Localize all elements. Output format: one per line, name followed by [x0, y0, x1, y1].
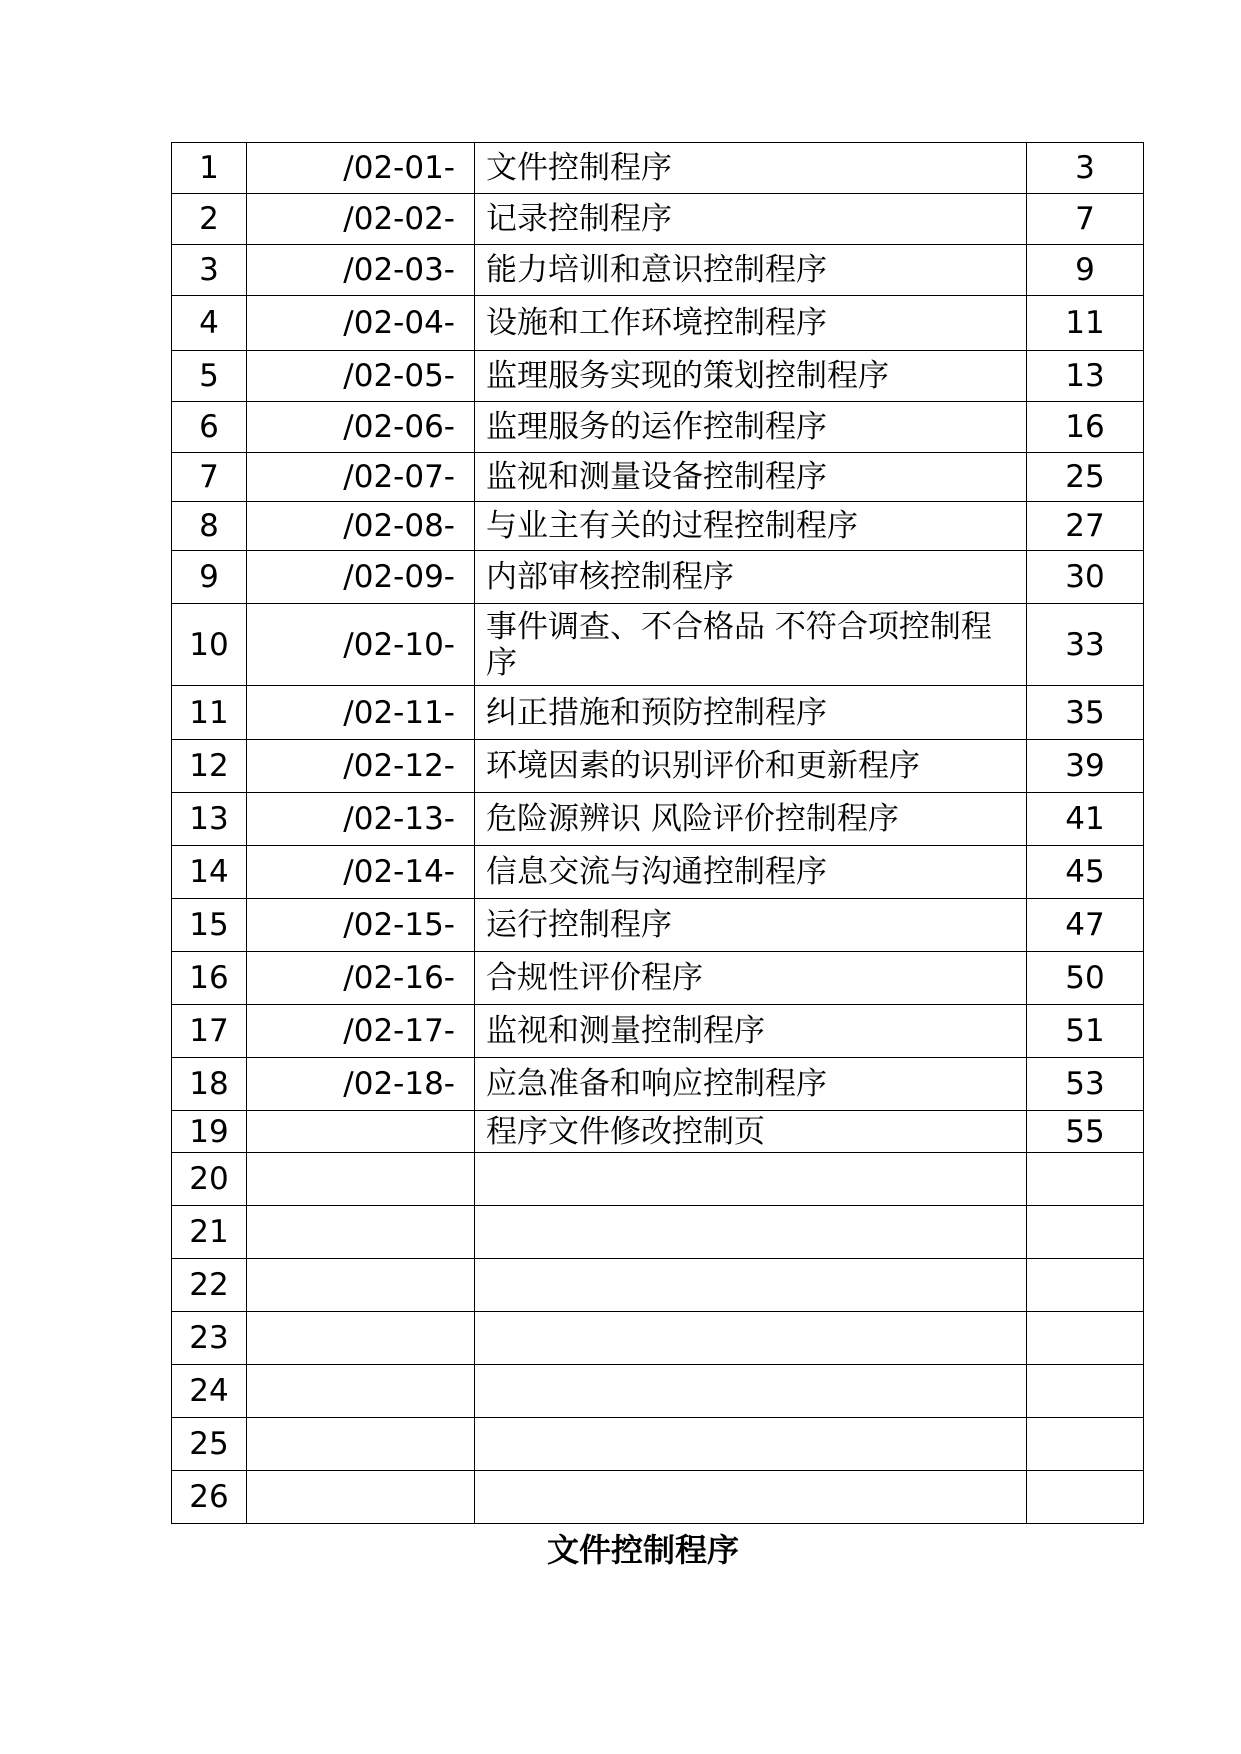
toc-row-code: /02-10- [247, 604, 475, 686]
toc-row-page [1027, 1418, 1144, 1471]
toc-row-code: /02-03- [247, 245, 475, 296]
toc-row-code [247, 1111, 475, 1153]
toc-row-title: 记录控制程序 [475, 194, 1027, 245]
toc-row-title [475, 1153, 1027, 1206]
toc-row-title: 监理服务的运作控制程序 [475, 402, 1027, 453]
toc-row-page [1027, 1471, 1144, 1524]
toc-row [172, 194, 1144, 245]
toc-row-page [1027, 1259, 1144, 1312]
toc-row [172, 143, 1144, 194]
toc-row [172, 402, 1144, 453]
toc-row-number: 21 [172, 1206, 247, 1259]
toc-row-title: 合规性评价程序 [475, 952, 1027, 1005]
toc-row [172, 793, 1144, 846]
toc-row-number: 12 [172, 740, 247, 793]
toc-row-number: 16 [172, 952, 247, 1005]
toc-row-number: 8 [172, 502, 247, 551]
toc-row-page: 53 [1027, 1058, 1144, 1111]
toc-row-code [247, 1153, 475, 1206]
toc-row-page: 16 [1027, 402, 1144, 453]
section-title: 文件控制程序 [546, 1531, 739, 1569]
toc-row-title: 监视和测量控制程序 [475, 1005, 1027, 1058]
toc-row-code: /02-06- [247, 402, 475, 453]
toc-row-number: 17 [172, 1005, 247, 1058]
toc-row-number: 3 [172, 245, 247, 296]
toc-row-number: 26 [172, 1471, 247, 1524]
toc-row [172, 1206, 1144, 1259]
toc-row-number: 10 [172, 604, 247, 686]
toc-row [172, 1471, 1144, 1524]
toc-row-code: /02-17- [247, 1005, 475, 1058]
toc-row-code: /02-07- [247, 453, 475, 502]
toc-row-page: 41 [1027, 793, 1144, 846]
toc-row-page: 50 [1027, 952, 1144, 1005]
toc-body [172, 143, 1144, 1524]
toc-row [172, 1365, 1144, 1418]
toc-row-page [1027, 1153, 1144, 1206]
toc-row-number: 5 [172, 351, 247, 402]
toc-row [172, 1005, 1144, 1058]
toc-row-title: 纠正措施和预防控制程序 [475, 686, 1027, 740]
toc-row [172, 551, 1144, 604]
toc-row-code: /02-02- [247, 194, 475, 245]
toc-row-page: 55 [1027, 1111, 1144, 1153]
toc-row-page: 35 [1027, 686, 1144, 740]
toc-row [172, 952, 1144, 1005]
toc-row-title [475, 1259, 1027, 1312]
toc-row [172, 1259, 1144, 1312]
toc-row-title: 信息交流与沟通控制程序 [475, 846, 1027, 899]
toc-row-page: 39 [1027, 740, 1144, 793]
toc-row-code [247, 1365, 475, 1418]
toc-row-code: /02-09- [247, 551, 475, 604]
toc-row-code [247, 1259, 475, 1312]
toc-row-number: 7 [172, 453, 247, 502]
toc-row [172, 846, 1144, 899]
toc-row-title: 危险源辨识 风险评价控制程序 [475, 793, 1027, 846]
toc-row-title: 能力培训和意识控制程序 [475, 245, 1027, 296]
toc-row [172, 1312, 1144, 1365]
toc-row-page [1027, 1365, 1144, 1418]
toc-row-code [247, 1471, 475, 1524]
toc-row-number: 2 [172, 194, 247, 245]
toc-row-code: /02-16- [247, 952, 475, 1005]
toc-row-title: 监理服务实现的策划控制程序 [475, 351, 1027, 402]
toc-row-title: 环境因素的识别评价和更新程序 [475, 740, 1027, 793]
toc-row-number: 6 [172, 402, 247, 453]
toc-row-title: 应急准备和响应控制程序 [475, 1058, 1027, 1111]
toc-row-title: 监视和测量设备控制程序 [475, 453, 1027, 502]
toc-row-code [247, 1312, 475, 1365]
toc-row-page: 13 [1027, 351, 1144, 402]
toc-row [172, 453, 1144, 502]
toc-row-title [475, 1365, 1027, 1418]
toc-table [171, 142, 1144, 1524]
toc-row-page: 3 [1027, 143, 1144, 194]
toc-row-code: /02-12- [247, 740, 475, 793]
toc-row-code: /02-18- [247, 1058, 475, 1111]
toc-row [172, 502, 1144, 551]
toc-row-title: 内部审核控制程序 [475, 551, 1027, 604]
toc-row-number: 18 [172, 1058, 247, 1111]
toc-row-number: 22 [172, 1259, 247, 1312]
toc-row-number: 15 [172, 899, 247, 952]
toc-row-page: 27 [1027, 502, 1144, 551]
toc-row-title [475, 1206, 1027, 1259]
toc-row [172, 1153, 1144, 1206]
toc-row [172, 899, 1144, 952]
toc-row-number: 19 [172, 1111, 247, 1153]
toc-row-page: 25 [1027, 453, 1144, 502]
toc-row-code: /02-08- [247, 502, 475, 551]
toc-row [172, 1058, 1144, 1111]
toc-row-code [247, 1418, 475, 1471]
toc-row-number: 20 [172, 1153, 247, 1206]
toc-row-page: 7 [1027, 194, 1144, 245]
toc-row-code: /02-05- [247, 351, 475, 402]
toc-row-page: 11 [1027, 296, 1144, 351]
toc-row [172, 686, 1144, 740]
toc-row-number: 13 [172, 793, 247, 846]
toc-row [172, 740, 1144, 793]
toc-row-title: 程序文件修改控制页 [475, 1111, 1027, 1153]
toc-row [172, 296, 1144, 351]
toc-row-number: 4 [172, 296, 247, 351]
toc-row-title [475, 1418, 1027, 1471]
toc-row-page: 51 [1027, 1005, 1144, 1058]
toc-row-code: /02-01- [247, 143, 475, 194]
toc-row-code: /02-04- [247, 296, 475, 351]
toc-row-title [475, 1312, 1027, 1365]
toc-row-number: 14 [172, 846, 247, 899]
toc-row-title [475, 1471, 1027, 1524]
toc-row [172, 1111, 1144, 1153]
toc-row-code: /02-14- [247, 846, 475, 899]
toc-row [172, 604, 1144, 686]
toc-row-title: 设施和工作环境控制程序 [475, 296, 1027, 351]
toc-row-number: 9 [172, 551, 247, 604]
toc-row-number: 23 [172, 1312, 247, 1365]
toc-row-number: 24 [172, 1365, 247, 1418]
toc-row-number: 25 [172, 1418, 247, 1471]
toc-row-page: 45 [1027, 846, 1144, 899]
toc-row-title: 文件控制程序 [475, 143, 1027, 194]
toc-row-number: 1 [172, 143, 247, 194]
toc-row [172, 351, 1144, 402]
toc-row-page: 9 [1027, 245, 1144, 296]
toc-row-code: /02-11- [247, 686, 475, 740]
toc-row-code [247, 1206, 475, 1259]
toc-row [172, 245, 1144, 296]
toc-row-title: 运行控制程序 [475, 899, 1027, 952]
toc-row [172, 1418, 1144, 1471]
toc-row-page: 33 [1027, 604, 1144, 686]
toc-row-code: /02-13- [247, 793, 475, 846]
toc-row-page: 47 [1027, 899, 1144, 952]
toc-row-number: 11 [172, 686, 247, 740]
toc-row-title: 与业主有关的过程控制程序 [475, 502, 1027, 551]
toc-row-page: 30 [1027, 551, 1144, 604]
toc-row-code: /02-15- [247, 899, 475, 952]
toc-row-page [1027, 1206, 1144, 1259]
toc-row-page [1027, 1312, 1144, 1365]
toc-row-title: 事件调查、不合格品 不符合项控制程序 [475, 604, 1027, 686]
